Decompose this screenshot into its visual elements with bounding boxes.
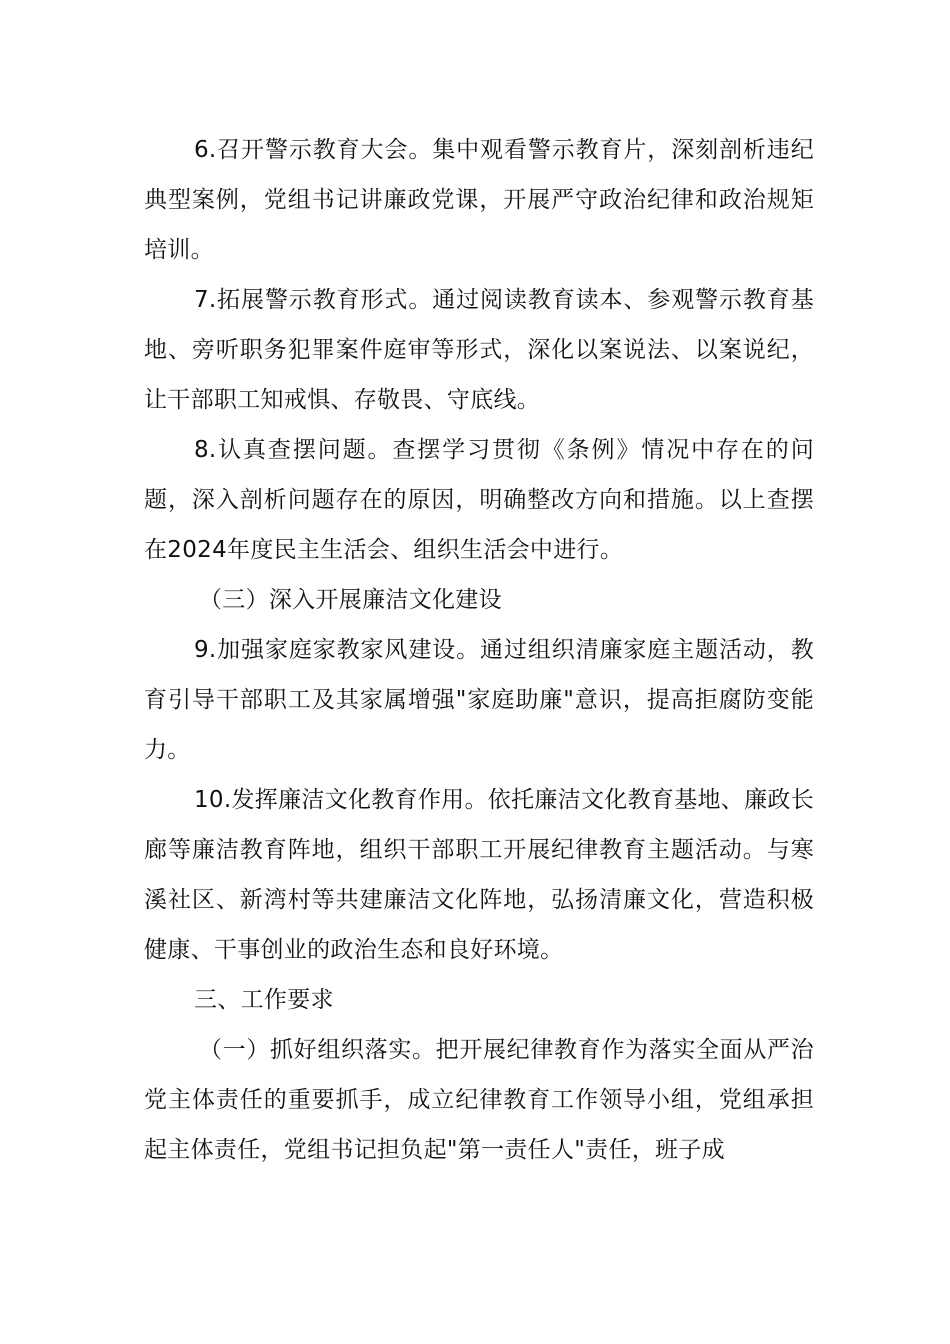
paragraph-item-9: 9.加强家庭家教家风建设。通过组织清廉家庭主题活动，教育引导干部职工及其家属增强"家庭助廉"意识，提高拒腐防变能力。: [144, 637, 814, 763]
paragraph-item-10: 10.发挥廉洁文化教育作用。依托廉洁文化教育基地、廉政长廊等廉洁教育阵地，组织干部职工开展纪律教育主题活动。与寒溪社区、新湾村等共建廉洁文化阵地，弘扬清廉文化，营造积极健康、干事创业的政治生态和良好环境。: [144, 787, 814, 963]
paragraph-requirement-1: （一）抓好组织落实。把开展纪律教育作为落实全面从严治党主体责任的重要抓手，成立纪律教育工作领导小组，党组承担起主体责任，党组书记担负起"第一责任人"责任，班子成: [144, 1037, 814, 1163]
paragraph-item-7: 7.拓展警示教育形式。通过阅读教育读本、参观警示教育基地、旁听职务犯罪案件庭审等形式，深化以案说法、以案说纪，让干部职工知戒惧、存敬畏、守底线。: [144, 287, 814, 413]
paragraph-item-8: 8.认真查摆问题。查摆学习贯彻《条例》情况中存在的问题，深入剖析问题存在的原因，明确整改方向和措施。以上查摆在2024年度民主生活会、组织生活会中进行。: [144, 437, 814, 563]
section-heading-3: （三）深入开展廉洁文化建设: [199, 587, 502, 613]
section-heading-work-requirements: 三、工作要求: [194, 987, 334, 1013]
paragraph-item-6: 6.召开警示教育大会。集中观看警示教育片，深刻剖析违纪典型案例，党组书记讲廉政党课，开展严守政治纪律和政治规矩培训。: [144, 137, 814, 263]
document-body: [144, 125, 814, 1175]
